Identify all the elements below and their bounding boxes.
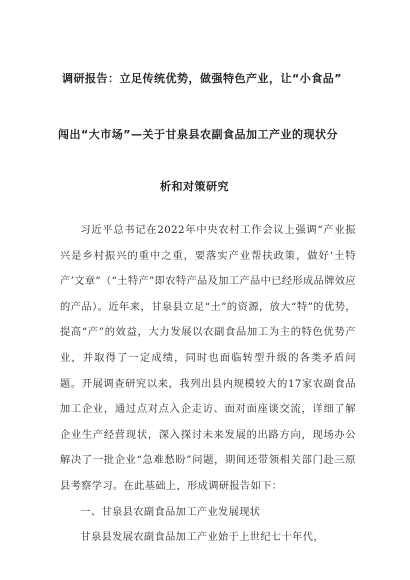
report-title-line-1: 调研报告：立足传统优势，做强特色产业，让“小食品” (62, 72, 342, 85)
section-heading-1: 一、甘泉县农副食品加工产业发展现状 (80, 506, 261, 518)
body-paragraph-2: 甘泉县发展农副食品加工产业始于上世纪七十年代， (80, 532, 324, 544)
report-body (60, 218, 356, 551)
report-title-line-3: 析和对策研究 (160, 180, 229, 193)
report-title-line-2: 闯出“大市场”—关于甘泉县农副食品加工产业的现状分 (58, 128, 338, 141)
body-paragraph-intro: 习近平总书记在2022年中央农村工作会议上强调“产业振兴是乡村振兴的重中之重，要落实产业帮扶政策，做好‘土特产’文章”（“土特产”即农特产品及加工产品中已经形成品牌效应的产品）。近年来，甘泉县立足“土”的资源，放大“特”的优势，提高“产”的效益，大力发展以农副食品加工为主的特色优势产业，并取得了一定成绩，同时也面临转型升级的各类矛盾问题。开展调查研究以来，我列出县内规模较大的17家农副食品加工企业，通过点对点入企走访、面对面座谈交流，详细了解企业生产经营现状，深入探讨未来发展的出路方向，现场办公解决了一批企业“急难愁盼”问题，期间还带领相关部门赴三原县考察学习。在此基础上，形成调研报告如下： (60, 225, 356, 492)
